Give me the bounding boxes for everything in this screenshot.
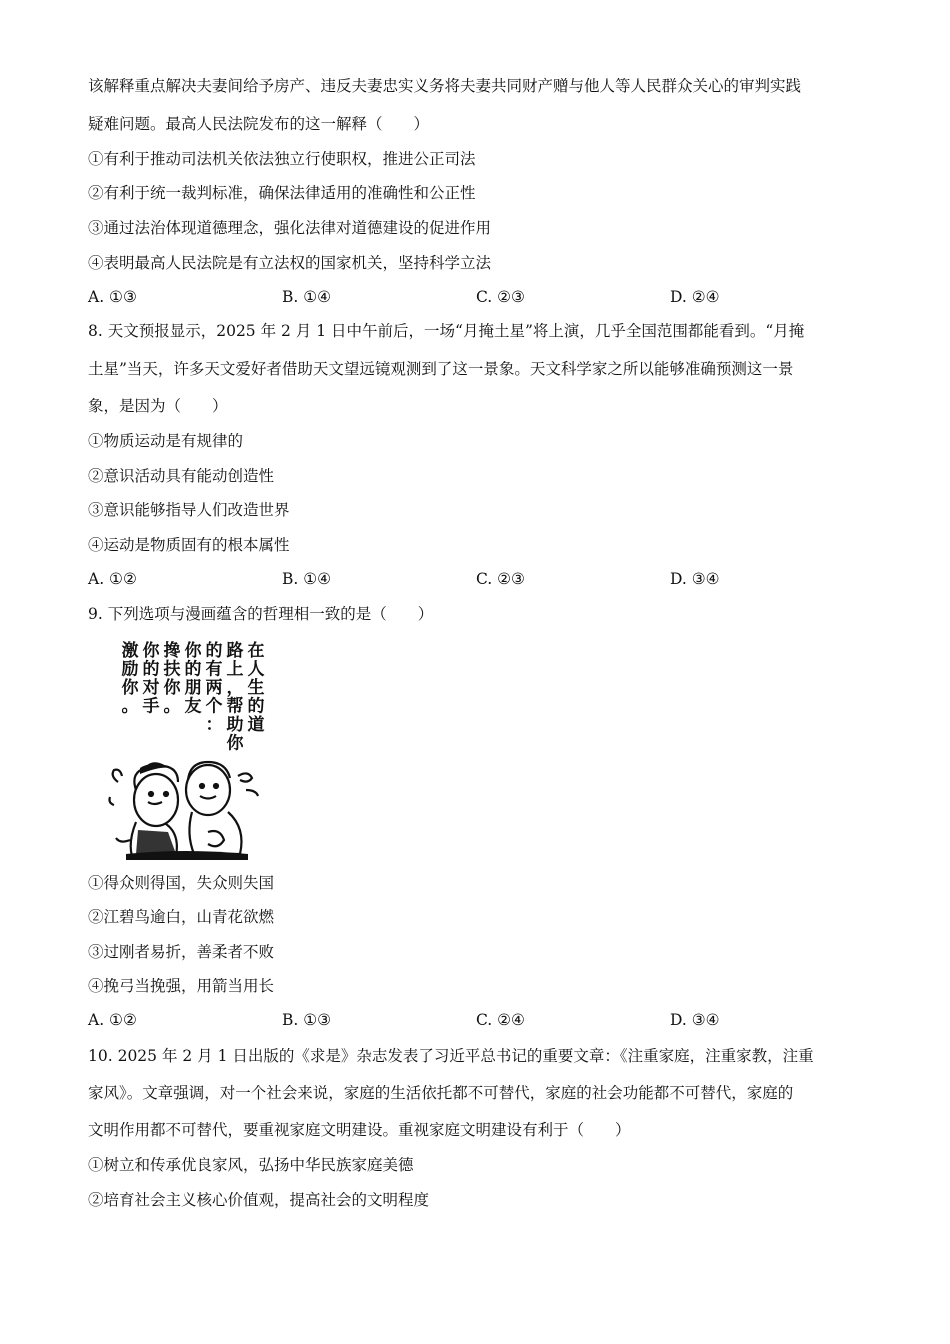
q9-item-2: ②江碧鸟逾白，山青花欲燃 — [88, 908, 275, 926]
q9-option-a[interactable]: A. ①② — [88, 1011, 137, 1029]
q8-stem-line-1: 8. 天文预报显示，2025 年 2 月 1 日中午前后，一场“月掩土星”将上演，几乎全国范围都能看到。“月掩 — [88, 322, 805, 340]
q8-option-d[interactable]: D. ③④ — [670, 570, 720, 588]
cartoon-text-column: 路上，帮助你 — [226, 641, 244, 754]
q9-option-d[interactable]: D. ③④ — [670, 1011, 720, 1029]
q7-option-a[interactable]: A. ①③ — [88, 288, 137, 306]
q7-item-2: ②有利于统一裁判标准，确保法律适用的准确性和公正性 — [88, 184, 476, 202]
q10-item-2: ②培育社会主义核心价值观，提高社会的文明程度 — [88, 1191, 430, 1209]
cartoon-text-column: 你的对手 — [142, 641, 160, 717]
q7-option-b[interactable]: B. ①④ — [282, 288, 332, 306]
cartoon-text-column: 的有两个： — [205, 641, 223, 735]
q9-option-c[interactable]: C. ②④ — [476, 1011, 525, 1029]
q7-option-c[interactable]: C. ②③ — [476, 288, 525, 306]
q9-item-4: ④挽弓当挽强，用箭当用长 — [88, 977, 275, 995]
q7-stem-line-1: 该解释重点解决夫妻间给予房产、违反夫妻忠实义务将夫妻共同财产赠与他人等人民群众关心的审判实践 — [88, 77, 802, 95]
q10-stem-line-1: 10. 2025 年 2 月 1 日出版的《求是》杂志发表了习近平总书记的重要文章：《注重家庭，注重家教，注重 — [88, 1047, 814, 1065]
q7-item-4: ④表明最高人民法院是有立法权的国家机关，坚持科学立法 — [88, 254, 492, 272]
q7-item-3: ③通过法治体现道德理念，强化法律对道德建设的促进作用 — [88, 219, 492, 237]
cartoon-text-column: 激励你。 — [121, 641, 139, 717]
cartoon-text-column: 搀扶你。 — [163, 641, 181, 717]
q10-stem-line-2: 家风》。文章强调，对一个社会来说，家庭的生活依托都不可替代，家庭的社会功能都不可替代，家庭的 — [88, 1084, 794, 1102]
cartoon-text-column: 你的朋友 — [184, 641, 202, 717]
q9-option-b[interactable]: B. ①③ — [282, 1011, 332, 1029]
q8-item-1: ①物质运动是有规律的 — [88, 432, 244, 450]
q8-stem-line-2: 土星”当天，许多天文爱好者借助天文望远镜观测到了这一景象。天文科学家之所以能够准确预测这一景 — [88, 360, 794, 378]
q10-item-1: ①树立和传承优良家风，弘扬中华民族家庭美德 — [88, 1156, 414, 1174]
q8-item-3: ③意识能够指导人们改造世界 — [88, 501, 290, 519]
cartoon-text-column: 在人生的道 — [247, 641, 265, 735]
q7-stem-line-2: 疑难问题。最高人民法院发布的这一解释（ ） — [88, 115, 430, 133]
q8-item-4: ④运动是物质固有的根本属性 — [88, 536, 290, 554]
cartoon-figure-right — [186, 762, 258, 854]
q10-stem-line-3: 文明作用都不可替代，要重视家庭文明建设。重视家庭文明建设有利于（ ） — [88, 1121, 631, 1139]
q8-item-2: ②意识活动具有能动创造性 — [88, 467, 275, 485]
q7-option-d[interactable]: D. ②④ — [670, 288, 720, 306]
cartoon-image — [96, 640, 272, 862]
q8-option-a[interactable]: A. ①② — [88, 570, 137, 588]
q9-item-1: ①得众则得国，失众则失国 — [88, 874, 275, 892]
q9-stem-line-1: 9. 下列选项与漫画蕴含的哲理相一致的是（ ） — [88, 605, 434, 623]
q8-stem-line-3: 象，是因为（ ） — [88, 397, 228, 415]
cartoon-figure-left-shade — [136, 764, 176, 854]
q8-option-c[interactable]: C. ②③ — [476, 570, 525, 588]
q8-option-b[interactable]: B. ①④ — [282, 570, 332, 588]
q9-item-3: ③过刚者易折，善柔者不败 — [88, 943, 275, 961]
q7-item-1: ①有利于推动司法机关依法独立行使职权，推进公正司法 — [88, 150, 476, 168]
